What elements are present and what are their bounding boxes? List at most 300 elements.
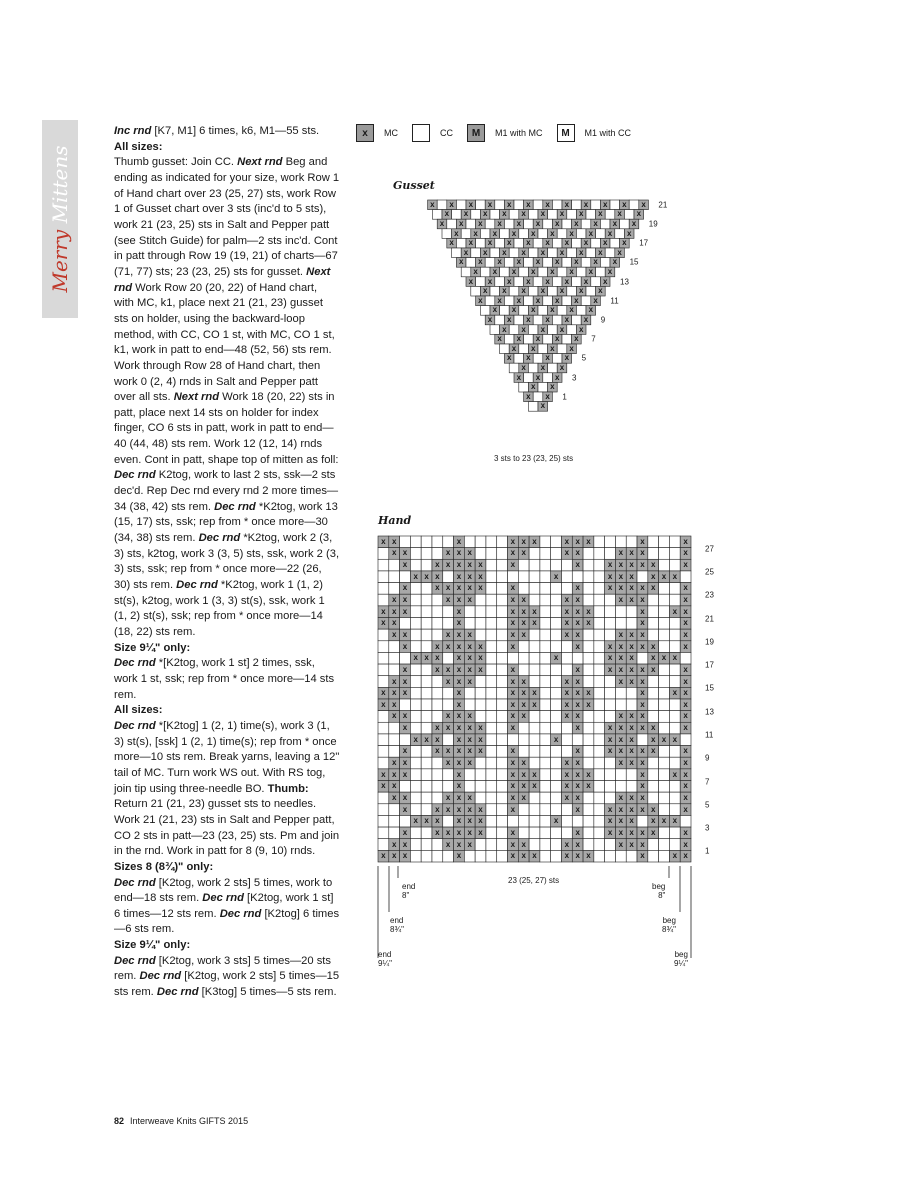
gusset-mc-mark: x — [574, 257, 579, 267]
hand-mc-mark: x — [456, 816, 462, 826]
hand-cell — [583, 641, 594, 653]
hand-cell — [378, 571, 389, 583]
hand-mc-mark: x — [607, 804, 613, 814]
gusset-mc-mark: x — [578, 324, 584, 334]
hand-cell — [540, 594, 551, 606]
hand-mc-mark: x — [607, 723, 613, 733]
hand-cell — [669, 757, 680, 769]
hand-mc-mark: x — [478, 804, 483, 814]
gusset-mc-mark: x — [482, 209, 488, 219]
hand-cell — [594, 769, 605, 781]
hand-cell — [378, 676, 389, 688]
hand-cell — [378, 548, 389, 560]
hand-cell — [400, 815, 411, 827]
gusset-mc-mark: x — [593, 295, 598, 305]
hand-mc-mark: x — [478, 664, 483, 674]
hand-cell — [486, 815, 497, 827]
hand-cell — [669, 536, 680, 548]
hand-cell — [540, 839, 551, 851]
hand-cell — [497, 664, 508, 676]
hand-cell — [583, 734, 594, 746]
hand-cell — [594, 536, 605, 548]
hand-mc-mark: x — [391, 548, 397, 558]
hand-cell — [389, 827, 400, 839]
gusset-mc-mark: x — [598, 286, 603, 296]
hand-cell — [389, 571, 400, 583]
hand-cell — [529, 559, 540, 571]
hand-mc-mark: x — [478, 653, 483, 663]
hand-mc-mark: x — [381, 536, 386, 546]
hand-cell — [529, 676, 540, 688]
hand-mc-mark: x — [402, 723, 408, 733]
hand-mc-mark: x — [424, 653, 429, 663]
hand-mc-mark: x — [445, 641, 451, 651]
hand-mc-mark: x — [661, 816, 667, 826]
gusset-mc-mark: x — [516, 219, 522, 228]
hand-cell — [648, 839, 659, 851]
hand-cell — [410, 548, 421, 560]
hand-cell — [400, 652, 411, 664]
hand-cell — [475, 594, 486, 606]
hand-cell — [605, 629, 616, 641]
hand-cell — [410, 781, 421, 793]
hand-mc-mark: x — [413, 653, 418, 663]
gusset-mc-mark: x — [482, 286, 488, 296]
hand-cell — [389, 722, 400, 734]
gusset-mc-mark: x — [449, 199, 454, 209]
hand-cell — [378, 757, 389, 769]
hand-cell — [561, 734, 572, 746]
hand-cell — [486, 641, 497, 653]
gusset-mc-mark: x — [564, 238, 570, 248]
gusset-mc-mark: x — [540, 209, 546, 219]
gusset-mc-mark: x — [622, 199, 627, 209]
hand-cell — [659, 699, 670, 711]
hand-mc-mark: x — [650, 583, 656, 593]
hand-mc-mark: x — [467, 548, 472, 558]
hand-mc-mark: x — [413, 816, 418, 826]
hand-cell — [486, 839, 497, 851]
hand-cell — [529, 746, 540, 758]
hand-mc-mark: x — [445, 746, 451, 756]
hand-cell — [540, 606, 551, 618]
hand-cell — [486, 711, 497, 723]
gusset-mc-mark: x — [502, 209, 507, 219]
gusset-mc-mark: x — [550, 267, 555, 276]
hand-mc-mark: x — [381, 606, 386, 616]
gusset-mc-mark: x — [554, 257, 560, 267]
instruction-text: [K2tog, work 3 sts] 5 times—20 sts rem. — [114, 954, 331, 983]
hand-mc-mark: x — [402, 792, 408, 802]
hand-mc-mark: x — [402, 595, 408, 605]
hand-mc-mark: x — [683, 781, 688, 791]
hand-cell — [443, 536, 454, 548]
hand-cell — [378, 711, 389, 723]
hand-mc-mark: x — [672, 851, 678, 861]
gusset-mc-mark: x — [578, 286, 584, 296]
hand-mc-mark: x — [435, 560, 440, 570]
hand-mc-mark: x — [435, 641, 440, 651]
hand-cell — [378, 559, 389, 571]
instruction-keyword: Sizes 8 (8¾)" only: — [114, 860, 214, 873]
hand-cell — [389, 746, 400, 758]
hand-cell — [518, 641, 529, 653]
hand-mc-mark: x — [564, 595, 570, 605]
hand-cell — [486, 687, 497, 699]
hand-cell — [410, 711, 421, 723]
hand-cell — [475, 618, 486, 630]
hand-cell — [410, 664, 421, 676]
hand-mc-mark: x — [467, 641, 472, 651]
hand-mc-mark: x — [586, 536, 591, 546]
hand-mc-mark: x — [607, 734, 613, 744]
hand-cell — [583, 676, 594, 688]
hand-cell — [659, 536, 670, 548]
hand-mc-mark: x — [510, 781, 516, 791]
instruction-keyword: Dec rnd — [219, 907, 262, 920]
hand-mc-mark: x — [510, 688, 516, 698]
hand-cell — [486, 781, 497, 793]
gusset-mc-mark: x — [492, 305, 498, 315]
hand-cell — [669, 722, 680, 734]
hand-cell — [486, 559, 497, 571]
hand-cell — [551, 664, 562, 676]
hand-mc-mark: x — [456, 595, 462, 605]
key-swatch-m1-cc: M — [557, 124, 575, 142]
hand-cell — [594, 711, 605, 723]
hand-cell — [626, 781, 637, 793]
gusset-mc-mark: x — [516, 295, 522, 305]
hand-mc-mark: x — [467, 839, 472, 849]
gusset-mc-mark: x — [439, 219, 445, 228]
hand-cell — [421, 804, 432, 816]
hand-cell — [421, 676, 432, 688]
hand-cell — [529, 652, 540, 664]
hand-mc-mark: x — [521, 851, 526, 861]
hand-cell — [659, 769, 670, 781]
hand-mc-mark: x — [586, 618, 591, 628]
hand-mc-mark: x — [683, 839, 688, 849]
hand-mc-mark: x — [672, 571, 678, 581]
hand-cell — [475, 629, 486, 641]
gusset-mc-mark: x — [574, 295, 579, 305]
hand-cell — [561, 571, 572, 583]
hand-mc-mark: x — [629, 746, 634, 756]
gusset-mc-mark: x — [564, 353, 570, 363]
hand-cell — [432, 781, 443, 793]
hand-cell — [486, 850, 497, 862]
gusset-mc-mark: x — [497, 219, 502, 228]
hand-mc-mark: x — [381, 781, 386, 791]
hand-mc-mark: x — [456, 571, 462, 581]
hand-cell — [615, 618, 626, 630]
gusset-mc-mark: x — [569, 343, 574, 353]
hand-mc-mark: x — [435, 804, 440, 814]
hand-mc-mark: x — [521, 606, 526, 616]
hand-mc-mark: x — [618, 839, 624, 849]
hand-cell — [648, 711, 659, 723]
page-number: 82 — [114, 1116, 125, 1126]
hand-mc-mark: x — [672, 816, 678, 826]
instruction-keyword: Dec rnd — [198, 532, 241, 545]
instruction-keyword: Next rnd — [237, 156, 283, 169]
hand-cell — [400, 699, 411, 711]
hand-cell — [605, 769, 616, 781]
hand-mc-mark: x — [629, 571, 634, 581]
hand-cell — [518, 746, 529, 758]
hand-cell — [443, 699, 454, 711]
hand-cell — [443, 687, 454, 699]
hand-cell — [605, 850, 616, 862]
hand-mc-mark: x — [629, 758, 634, 768]
hand-mc-mark: x — [521, 711, 526, 721]
hand-mc-mark: x — [607, 664, 613, 674]
hand-mc-mark: x — [575, 839, 580, 849]
hand-cell — [540, 641, 551, 653]
hand-mc-mark: x — [575, 792, 580, 802]
hand-row-label: 25 — [705, 567, 714, 577]
hand-mc-mark: x — [435, 571, 440, 581]
gusset-mc-mark: x — [569, 305, 574, 315]
gusset-mc-mark: x — [516, 257, 522, 267]
hand-cell — [378, 839, 389, 851]
gusset-mc-mark: x — [478, 257, 483, 267]
gusset-mc-mark: x — [550, 382, 555, 392]
hand-cell — [486, 618, 497, 630]
hand-cell — [572, 652, 583, 664]
hand-mc-mark: x — [607, 641, 613, 651]
hand-cell — [389, 815, 400, 827]
hand-cell — [540, 722, 551, 734]
hand-mc-mark: x — [391, 769, 397, 779]
hand-mc-mark: x — [575, 560, 580, 570]
hand-mc-mark: x — [510, 606, 516, 616]
instruction-keyword: Dec rnd — [114, 876, 156, 889]
hand-cell — [605, 536, 616, 548]
hand-cell — [540, 804, 551, 816]
hand-cell — [561, 652, 572, 664]
sidebar-title-accent: Merry — [48, 223, 72, 293]
hand-mc-mark: x — [381, 618, 386, 628]
hand-mc-mark: x — [521, 792, 526, 802]
hand-cell — [540, 548, 551, 560]
gusset-mc-mark: x — [550, 228, 555, 238]
gusset-mc-mark: x — [612, 219, 618, 228]
hand-cell — [659, 781, 670, 793]
hand-mc-mark: x — [575, 688, 580, 698]
hand-cell — [540, 827, 551, 839]
hand-row-label: 17 — [705, 660, 714, 670]
hand-cell — [561, 746, 572, 758]
hand-cell — [669, 839, 680, 851]
gusset-width-note: 3 sts to 23 (23, 25) sts — [494, 454, 574, 463]
hand-cell — [389, 652, 400, 664]
hand-cell — [497, 536, 508, 548]
hand-cell — [464, 606, 475, 618]
hand-cell — [443, 734, 454, 746]
hand-mc-mark: x — [435, 583, 440, 593]
hand-cell — [421, 711, 432, 723]
hand-mc-mark: x — [456, 664, 462, 674]
hand-cell — [518, 652, 529, 664]
gusset-mc-mark: x — [550, 343, 555, 353]
hand-mc-mark: x — [564, 629, 570, 639]
hand-cell — [540, 711, 551, 723]
hand-cell — [486, 548, 497, 560]
hand-cell — [486, 804, 497, 816]
hand-mc-mark: x — [650, 571, 656, 581]
hand-cell — [529, 548, 540, 560]
hand-cell — [497, 699, 508, 711]
gusset-mc-mark: x — [593, 257, 598, 267]
gusset-mc-mark: x — [578, 247, 584, 257]
hand-cell — [648, 781, 659, 793]
gusset-mc-mark: x — [430, 199, 435, 209]
hand-mc-mark: x — [510, 839, 516, 849]
gusset-mc-mark: x — [535, 334, 541, 344]
hand-cell — [594, 804, 605, 816]
hand-cell — [529, 804, 540, 816]
hand-cell — [583, 664, 594, 676]
hand-cell — [540, 815, 551, 827]
hand-cell — [421, 746, 432, 758]
hand-cell — [432, 792, 443, 804]
gusset-mc-mark: x — [545, 315, 550, 324]
hand-cell — [583, 757, 594, 769]
hand-mc-mark: x — [683, 664, 688, 674]
hand-cell — [594, 850, 605, 862]
gusset-mc-mark: x — [554, 295, 560, 305]
hand-mc-mark: x — [391, 618, 397, 628]
gusset-mc-mark: x — [535, 257, 541, 267]
hand-mc-mark: x — [467, 804, 472, 814]
hand-mc-mark: x — [456, 723, 462, 733]
hand-cell — [540, 699, 551, 711]
hand-cell — [518, 804, 529, 816]
hand-mc-mark: x — [456, 769, 462, 779]
hand-cell — [583, 571, 594, 583]
hand-width-note: 23 (25, 27) sts — [508, 876, 560, 885]
gusset-row-label: 3 — [572, 373, 577, 383]
hand-cell — [421, 827, 432, 839]
hand-mc-mark: x — [629, 583, 634, 593]
hand-mc-mark: x — [629, 827, 634, 837]
hand-mc-mark: x — [478, 827, 483, 837]
hand-cell — [475, 606, 486, 618]
hand-cell — [551, 804, 562, 816]
marker-end-9-25: end 9¼" — [378, 950, 392, 968]
hand-mc-mark: x — [510, 792, 516, 802]
hand-mc-mark: x — [618, 583, 624, 593]
hand-mc-mark: x — [456, 641, 462, 651]
hand-cell — [421, 583, 432, 595]
hand-mc-mark: x — [402, 560, 408, 570]
hand-mc-mark: x — [478, 571, 483, 581]
hand-mc-mark: x — [402, 676, 408, 686]
hand-cell — [410, 606, 421, 618]
instruction-text: Thumb gusset: Join CC. — [114, 156, 238, 169]
hand-cell — [410, 757, 421, 769]
hand-cell — [561, 722, 572, 734]
hand-cell — [410, 722, 421, 734]
hand-cell — [443, 652, 454, 664]
hand-cell — [680, 571, 691, 583]
instruction-text: Beg and ending as indicated for your size, work Row 1 of Hand chart over 23 (25, 27) sts, work Row 1 of Gusset chart over 3 sts (inc'd to 5 sts), work 21 (23, 25) sts in Salt and Pepper patt (see Stitch Guide) for palm—2 sts inc'd. Cont in patt through Row 19 (19, 21) of charts—67 (71, 77) sts; 23 (23, 25) sts for gusset. — [114, 156, 340, 278]
hand-cell — [551, 618, 562, 630]
hand-cell — [497, 781, 508, 793]
hand-mc-mark: x — [456, 548, 462, 558]
hand-mc-mark: x — [629, 734, 634, 744]
hand-mc-mark: x — [564, 618, 570, 628]
gusset-mc-mark: x — [559, 247, 565, 257]
marker-beg-8: beg 8" — [652, 882, 666, 900]
hand-cell — [432, 618, 443, 630]
hand-cell — [486, 571, 497, 583]
hand-mc-mark: x — [413, 734, 418, 744]
hand-cell — [529, 839, 540, 851]
hand-mc-mark: x — [445, 664, 451, 674]
hand-cell — [594, 559, 605, 571]
gusset-mc-mark: x — [588, 228, 594, 238]
hand-mc-mark: x — [445, 676, 451, 686]
hand-cell — [594, 839, 605, 851]
hand-cell — [486, 652, 497, 664]
hand-cell — [410, 746, 421, 758]
hand-cell — [497, 559, 508, 571]
hand-cell — [432, 769, 443, 781]
hand-mc-mark: x — [575, 851, 580, 861]
gusset-mc-mark: x — [641, 199, 646, 209]
hand-mc-mark: x — [456, 653, 462, 663]
hand-cell — [486, 676, 497, 688]
hand-mc-mark: x — [467, 723, 472, 733]
hand-cell — [389, 664, 400, 676]
hand-mc-mark: x — [456, 804, 462, 814]
gusset-mc-mark: x — [617, 247, 622, 257]
hand-mc-mark: x — [467, 711, 472, 721]
hand-cell — [540, 781, 551, 793]
hand-cell — [410, 699, 421, 711]
gusset-mc-mark: x — [564, 199, 570, 209]
hand-mc-mark: x — [402, 688, 408, 698]
hand-mc-mark: x — [683, 595, 688, 605]
gusset-mc-mark: x — [444, 209, 450, 219]
gusset-mc-mark: x — [506, 353, 512, 363]
hand-mc-mark: x — [467, 560, 472, 570]
hand-cell — [464, 781, 475, 793]
hand-mc-mark: x — [391, 851, 397, 861]
hand-mc-mark: x — [640, 606, 645, 616]
instruction-text: *[K2tog, work 1 st] 2 times, ssk, work 1 st, ssk; rep from * once more—14 sts rem. — [114, 657, 335, 701]
hand-cell — [410, 583, 421, 595]
gusset-mc-mark: x — [545, 276, 550, 286]
hand-cell — [583, 629, 594, 641]
instruction-keyword: Dec rnd — [114, 657, 156, 670]
hand-cell — [464, 536, 475, 548]
hand-mc-mark: x — [381, 769, 386, 779]
hand-mc-mark: x — [456, 699, 462, 709]
hand-cell — [669, 641, 680, 653]
hand-chart-title: Hand — [378, 514, 412, 527]
hand-mc-mark: x — [575, 618, 580, 628]
hand-cell — [648, 792, 659, 804]
hand-cell — [626, 606, 637, 618]
hand-mc-mark: x — [618, 595, 624, 605]
hand-cell — [475, 711, 486, 723]
hand-cell — [551, 746, 562, 758]
hand-mc-mark: x — [618, 746, 624, 756]
gusset-row-label: 11 — [610, 296, 619, 306]
